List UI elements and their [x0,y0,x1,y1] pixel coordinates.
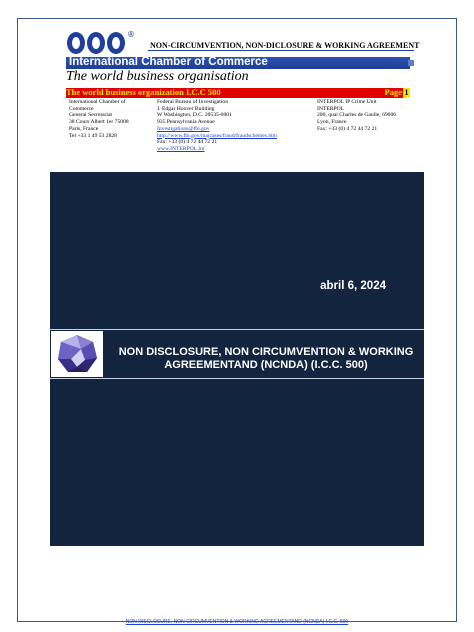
cover-title-band [50,329,424,379]
org-tagline: The world business organisation [66,69,249,84]
address-line: 200, quai Charles de Gaulle, 69006 [317,112,397,119]
band-accent [408,60,414,66]
interpol-web-link[interactable]: www.INTERPOL.int [157,145,205,152]
page-number: 1 [404,88,409,97]
fbi-fraud-link[interactable]: http://www.fbi.gov/majcases/fraud/fraudschemes.htm [157,132,278,139]
address-line: 935 Pennsylvania Avenue [157,119,215,126]
registered-mark: ® [127,30,135,39]
address-line: INTERPOL IP Crime Unit [317,99,377,105]
cover-panel [50,172,424,546]
address-line: Lyon, France [317,119,347,126]
logo-ring-icon [87,32,105,54]
address-line: J. Edgar Hoover Building [157,105,215,112]
red-bar-title: The world business organization I.C.C 500 [66,87,221,97]
polyhedron-icon [51,331,103,377]
page-label: Page [384,87,402,97]
header-divider [148,50,414,51]
address-line: General Secretariat [69,112,113,119]
address-line: Commerce [69,105,94,112]
interpol-address-block [317,99,396,133]
address-line: 38 Cours Albert 1er 75008 [69,119,129,126]
org-name: International Chamber of Commerce [69,56,268,68]
address-line: Federal Bureau of Investigation [157,99,228,105]
icc-logo [67,30,135,56]
icc-address-block [69,99,129,139]
address-line: Fax: +33 (0) 4 72 44 72 21 [317,125,378,132]
address-line: Paris, France [69,125,99,132]
logo-ring-icon [107,32,125,54]
address-line: W Washington, D.C. 20535-0001 [157,112,232,119]
red-title-bar [66,88,410,98]
logo-ring-icon [67,32,85,54]
page-footer: NON DISCLOSURE, NON CIRCUMVENTION & WORKING AGREEMENTAND (NCNDA) I.C.C. 500 [125,619,349,625]
address-line: INTERPOL [317,105,345,112]
fbi-address-block [157,99,277,153]
address-line: Fax: +33 (0) 4 72 44 72 21 [157,139,218,146]
document-header-title: NON-CIRCUMVENTION, NON-DICLOSURE & WORKING AGREEMENT [150,41,420,50]
org-name-band [66,57,410,69]
cover-date: abril 6, 2024 [320,280,386,292]
address-line: Tel +33 1 49 53 2828 [69,132,117,139]
fbi-email-link[interactable]: Investigations@fbi.gov [157,125,210,132]
cover-emblem [51,331,103,377]
cover-title: NON DISCLOSURE, NON CIRCUMVENTION & WORKING AGREEMENTAND (NCNDA) (I.C.C. 500) [118,346,414,371]
address-line: International Chamber of [69,99,126,105]
